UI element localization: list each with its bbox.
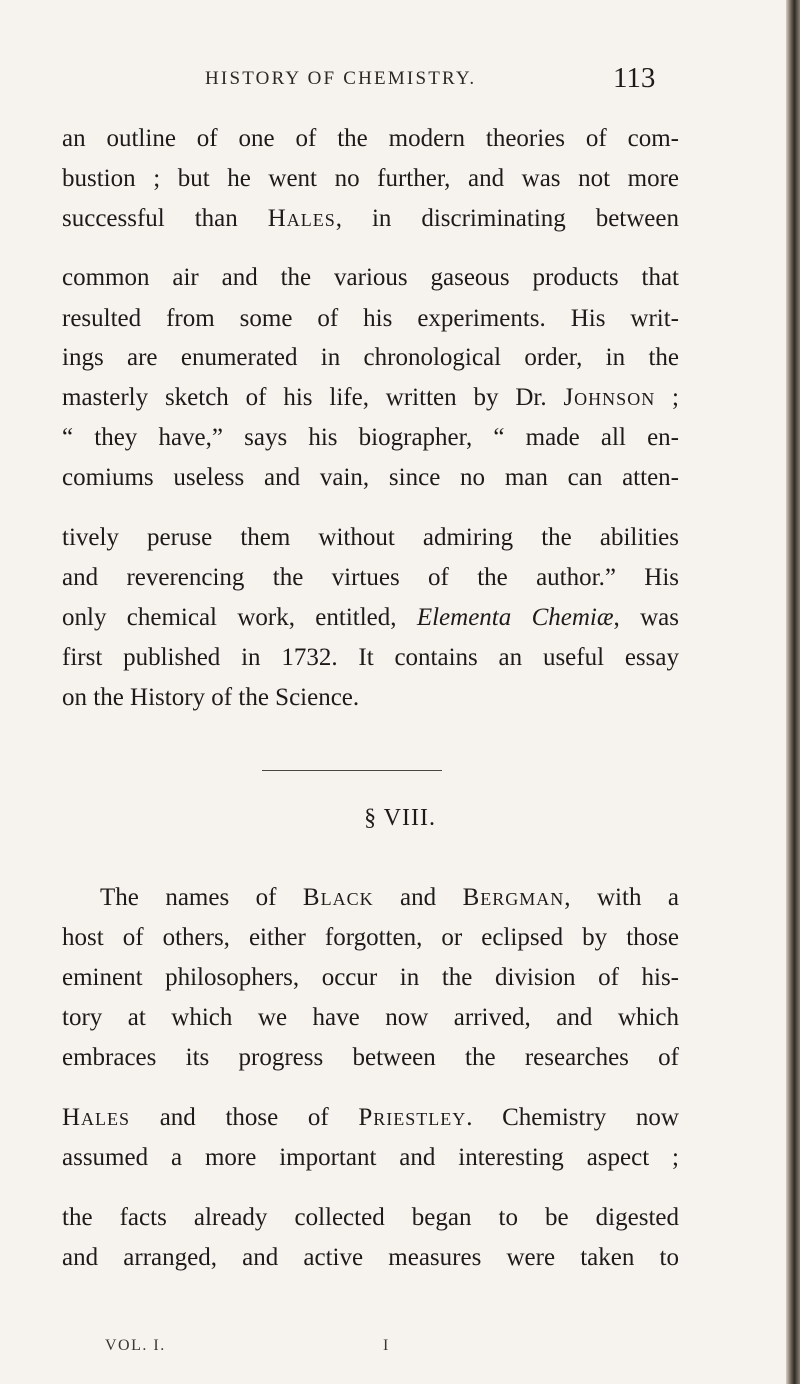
text-line: on the History of the Science. (62, 684, 360, 711)
text-line (62, 382, 679, 414)
page-header (0, 62, 800, 102)
text-span: successful than (62, 205, 268, 232)
text-line: first published in 1732. It contains an useful essay (62, 644, 679, 671)
text-line (62, 1102, 679, 1134)
volume-signature: VOL. I. (105, 1337, 166, 1354)
text-line: host of others, either forgotten, or eclipsed by those (62, 924, 679, 951)
section-heading: § VIII. (364, 805, 436, 831)
name-johnson: Johnson (563, 384, 656, 411)
text-line: common air and the various gaseous products that (62, 264, 679, 291)
text-line: ings are enumerated in chronological order, in the (62, 344, 679, 371)
name-hales: Hales (62, 1104, 131, 1131)
book-title: Elementa Chemiæ (416, 604, 614, 631)
text-span: only chemical work, entitled, (62, 604, 417, 631)
section-divider (262, 770, 442, 771)
name-bergman: Bergman (462, 884, 565, 911)
text-line: and reverencing the virtues of the author.” His (62, 564, 679, 591)
text-line: comiums useless and vain, since no man can atten- (62, 464, 679, 491)
text-line: tively peruse them without admiring the abilities (62, 524, 679, 551)
text-line: tory at which we have now arrived, and which (62, 1004, 679, 1031)
text-line: “ they have,” says his biographer, “ made all en- (62, 424, 679, 451)
text-line: assumed a more important and interesting aspect ; (62, 1144, 679, 1171)
text-span: and (373, 884, 463, 911)
text-line: eminent philosophers, occur in the division of his- (62, 964, 679, 991)
text-line: embraces its progress between the researches of (62, 1044, 679, 1071)
text-line: the facts already collected began to be digested (62, 1204, 679, 1231)
text-line: and arranged, and active measures were taken to (62, 1244, 679, 1271)
sheet-signature: I (383, 1337, 389, 1354)
name-priestley: Priestley (358, 1104, 467, 1131)
text-line: an outline of one of the modern theories of com- (62, 125, 679, 152)
text-line (62, 203, 679, 235)
text-span: , with a (564, 884, 679, 911)
text-line (62, 602, 679, 634)
text-line (62, 882, 679, 914)
text-span: , in discriminating between (335, 205, 679, 232)
name-black: Black (302, 884, 374, 911)
running-title: HISTORY OF CHEMISTRY. (205, 68, 477, 89)
page-number: 113 (613, 62, 656, 94)
text-line: resulted from some of his experiments. His writ- (62, 305, 679, 332)
text-span: and those of (130, 1104, 359, 1131)
text-line: bustion ; but he went no further, and was not more (62, 165, 679, 192)
text-span: , was (613, 604, 679, 631)
text-span: The names of (100, 884, 303, 911)
text-span: . Chemistry now (466, 1104, 679, 1131)
name-hales: Hales (267, 205, 336, 232)
text-span: masterly sketch of his life, written by Dr. (62, 384, 564, 411)
text-span: ; (655, 384, 680, 411)
page-edge (786, 0, 800, 1384)
